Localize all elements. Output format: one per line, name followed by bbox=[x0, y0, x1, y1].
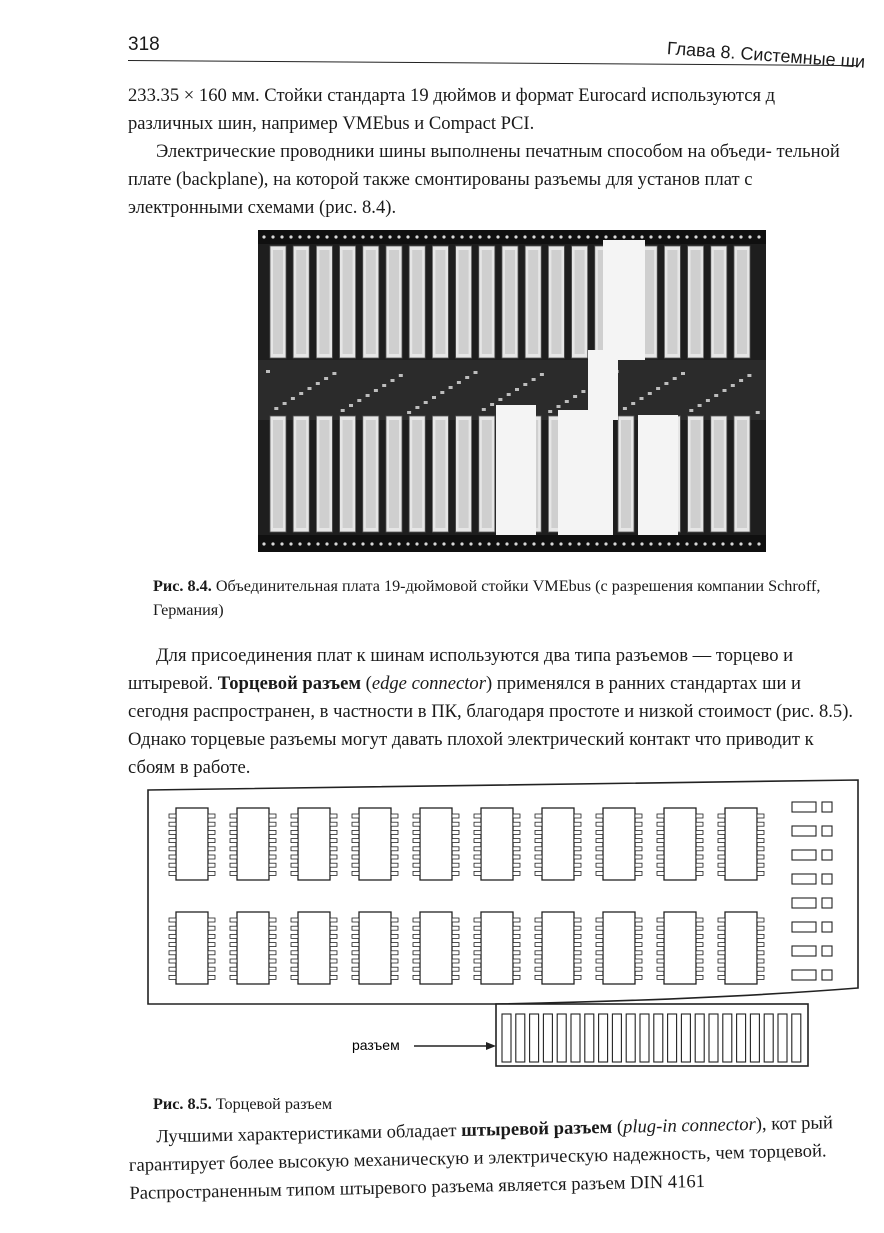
ic-chip bbox=[230, 912, 276, 984]
paragraph-2 bbox=[128, 138, 858, 222]
paragraph-3-text-c: ) применялся в ранних стандартах ши и сегодня распространен, в частности в ПК, благодаря простоте и низкой стоимост (рис. 8.5). Однако торцевые разъемы могут давать плохой электрический контакт что приводит к сбоям в работе. bbox=[128, 673, 854, 778]
ic-chip bbox=[596, 808, 642, 880]
connector-pin bbox=[530, 1014, 539, 1062]
connector-pin bbox=[612, 1014, 621, 1062]
ic-chip bbox=[535, 912, 581, 984]
connector-pin bbox=[681, 1014, 690, 1062]
ic-chip bbox=[535, 808, 581, 880]
resistor bbox=[792, 826, 816, 836]
connector-pin bbox=[571, 1014, 580, 1062]
edge-connector-diagram bbox=[146, 778, 862, 1070]
backplane-photo bbox=[258, 230, 766, 552]
ic-chip bbox=[413, 912, 459, 984]
page-number: 318 bbox=[128, 34, 160, 55]
running-head bbox=[128, 32, 868, 72]
connector-pin bbox=[668, 1014, 677, 1062]
paragraph-3 bbox=[128, 642, 858, 782]
connector-pin bbox=[502, 1014, 511, 1062]
connector-pin bbox=[654, 1014, 663, 1062]
connector-pin bbox=[585, 1014, 594, 1062]
ic-chip bbox=[352, 912, 398, 984]
connector-pin bbox=[543, 1014, 552, 1062]
ic-chip bbox=[718, 912, 764, 984]
paragraph-2-text: Электрические проводники шины выполнены печатным способом на объеди- тельной плате (backplane), на которой также смонтированы разъемы для установ плат с электронными схемами (рис. 8.4). bbox=[128, 141, 840, 218]
connector-pin bbox=[737, 1014, 746, 1062]
ic-chip bbox=[474, 912, 520, 984]
connector-pin bbox=[709, 1014, 718, 1062]
capacitor bbox=[822, 802, 832, 812]
figure-8-4-number: Рис. 8.4. bbox=[153, 577, 212, 595]
resistor bbox=[792, 874, 816, 884]
term-edge-connector: Торцевой разъем bbox=[217, 673, 361, 694]
connector-pin bbox=[792, 1014, 801, 1062]
capacitor bbox=[822, 898, 832, 908]
connector-arrowhead bbox=[486, 1042, 496, 1050]
connector-pin bbox=[750, 1014, 759, 1062]
paragraph-3-text-a: Для присоединения плат к шинам используются два типа разъемов — торцево и штыревой. bbox=[128, 645, 794, 694]
ic-chip bbox=[169, 808, 215, 880]
paragraph-4 bbox=[128, 1109, 860, 1208]
resistor bbox=[792, 946, 816, 956]
ic-chip bbox=[169, 912, 215, 984]
ic-chip bbox=[474, 808, 520, 880]
ic-chip bbox=[291, 808, 337, 880]
ic-chip bbox=[230, 808, 276, 880]
connector-pin bbox=[557, 1014, 566, 1062]
paragraph-4-text-b: ( bbox=[612, 1116, 624, 1138]
capacitor bbox=[822, 946, 832, 956]
paragraph-4-text-a: Лучшими характеристиками обладает bbox=[156, 1120, 462, 1148]
resistor bbox=[792, 802, 816, 812]
capacitor bbox=[822, 826, 832, 836]
term-plug-in-connector: штыревой разъем bbox=[460, 1116, 613, 1142]
ic-chip bbox=[718, 808, 764, 880]
resistor bbox=[792, 922, 816, 932]
paragraph-3-text-b: ( bbox=[360, 673, 372, 694]
figure-8-5-number: Рис. 8.5. bbox=[153, 1095, 212, 1113]
ic-chip bbox=[596, 912, 642, 984]
ic-chip bbox=[657, 912, 703, 984]
capacitor bbox=[822, 850, 832, 860]
connector-pin bbox=[599, 1014, 608, 1062]
capacitor bbox=[822, 874, 832, 884]
connector-pin bbox=[516, 1014, 525, 1062]
ic-chip bbox=[352, 808, 398, 880]
resistor bbox=[792, 850, 816, 860]
paragraph-4-text-c: ), кот рый гарантирует более высокую механическую и электрическую надежность, чем торцевой. Распространенным типом штыревого разъема является разъем DIN 4161 bbox=[128, 1112, 834, 1204]
figure-8-4-caption bbox=[153, 574, 858, 622]
chapter-title: Глава 8. Системные ши bbox=[666, 38, 867, 72]
capacitor bbox=[822, 922, 832, 932]
connector-pin bbox=[640, 1014, 649, 1062]
ic-chip bbox=[413, 808, 459, 880]
term-plug-in-connector-en: plug-in connector bbox=[622, 1113, 756, 1138]
figure-8-4-caption-text: Объединительная плата 19-дюймовой стойки VMEbus (с разрешения компании Schroff, Германия) bbox=[153, 577, 821, 619]
resistor bbox=[792, 898, 816, 908]
connector-pin bbox=[695, 1014, 704, 1062]
connector-pin bbox=[626, 1014, 635, 1062]
resistor bbox=[792, 970, 816, 980]
paragraph-1: 233.35 × 160 мм. Стойки стандарта 19 дюймов и формат Eurocard используются д различных шин, например VMEbus и Compact PCI. bbox=[128, 85, 776, 134]
connector-pin bbox=[723, 1014, 732, 1062]
connector-pin bbox=[764, 1014, 773, 1062]
capacitor bbox=[822, 970, 832, 980]
ic-chip bbox=[291, 912, 337, 984]
figure-8-5-caption-text: Торцевой разъем bbox=[215, 1095, 333, 1113]
connector-label: разъем bbox=[352, 1037, 400, 1053]
term-edge-connector-en: edge connector bbox=[371, 673, 486, 694]
ic-chip bbox=[657, 808, 703, 880]
connector-pin bbox=[778, 1014, 787, 1062]
